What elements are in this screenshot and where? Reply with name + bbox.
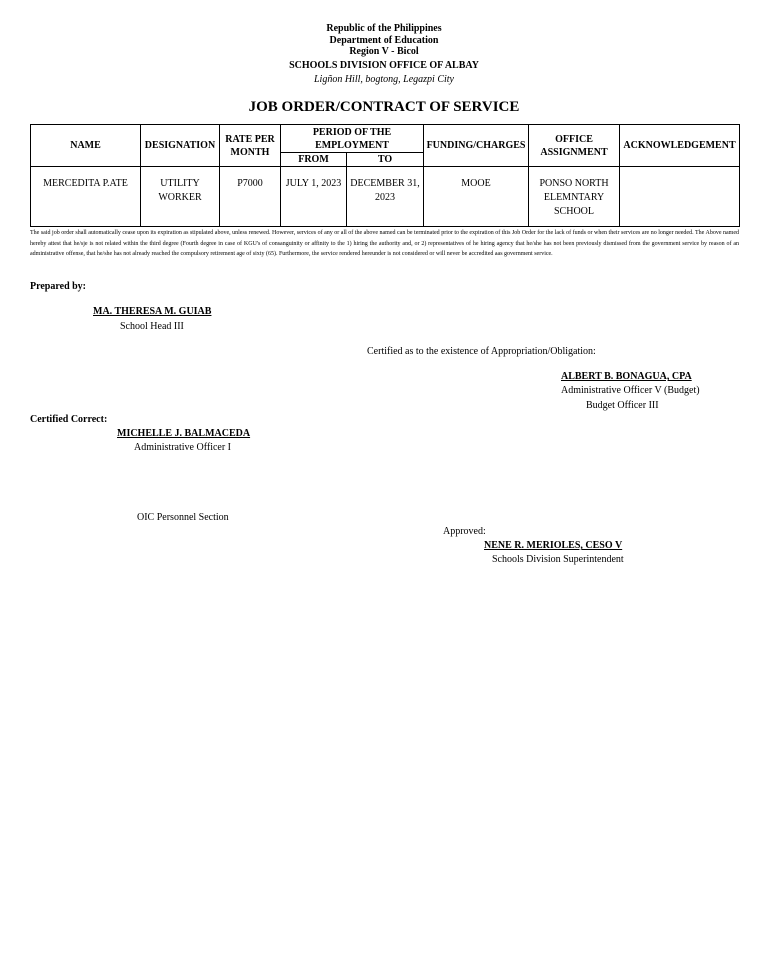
cell-name: MERCEDITA P.ATE [31,167,141,227]
document-title: JOB ORDER/CONTRACT OF SERVICE [248,99,520,115]
prepared-by-label: Prepared by: [30,281,87,292]
budget-officer-position-2: Budget Officer III [586,400,659,411]
col-header-designation: DESIGNATION [141,125,220,167]
approved-label: Approved: [443,526,486,537]
col-header-rate: RATE PER MONTH [220,125,281,167]
col-header-office: OFFICE ASSIGNMENT [529,125,620,167]
cell-designation: UTILITY WORKER [141,167,220,227]
certified-correct-position-1: Administrative Officer I [134,442,232,453]
header-republic: Republic of the Philippines [326,23,442,34]
col-header-period: PERIOD OF THE EMPLOYMENT [281,125,424,153]
header-address: Ligñon Hill, bogtong, Legazpi City [313,74,454,85]
col-header-to: TO [347,153,424,167]
budget-officer-position-1: Administrative Officer V (Budget) [561,385,700,396]
cell-office: PONSO NORTH ELEMNTARY SCHOOL [529,167,620,227]
certified-correct-label: Certified Correct: [30,414,108,425]
approver-name: NENE R. MERIOLES, CESO V [484,540,623,551]
certified-appropriation-label: Certified as to the existence of Appropriation/Obligation: [367,346,596,357]
cell-acknowledgement [620,167,740,227]
job-order-table [30,124,740,227]
col-header-name: NAME [31,125,141,167]
col-header-acknowledgement: ACKNOWLEDGEMENT [620,125,740,167]
budget-officer-name: ALBERT B. BONAGUA, CPA [561,371,692,382]
cell-to: DECEMBER 31, 2023 [347,167,424,227]
prepared-by-position: School Head III [120,321,184,332]
certified-correct-position-2: OIC Personnel Section [137,512,229,523]
header-department: Department of Education [329,35,439,46]
prepared-by-name: MA. THERESA M. GUIAB [93,306,212,317]
cell-funding: MOOE [424,167,529,227]
header-region: Region V - Bicol [349,46,419,57]
col-header-from: FROM [281,153,347,167]
approver-position: Schools Division Superintendent [492,554,624,565]
cell-rate: P7000 [220,167,281,227]
disclaimer-text: The said job order shall automatically cease upon its expiration as stipulated above, unless renewed. However, services of any or all of the above named can be terminated prior to the expiration of this Job Order for the lack of funds or when their services are no longer needed. The Above named hereby attest that he/sje is not related within the third degree (Fourth degree in case of KGU's of consanguinity or affinity to the 1) hiring the authority and, or 2) representatives of he hiring agency that he/she has not been previously dismissed from the government service by reason of an administrative offense, that he/she has not already reached the compulsory retirement age of sixty (65). Furthermore, the service rendered hereunder is not considered or will never be accredited aas government service. [30,230,739,257]
certified-correct-name: MICHELLE J. BALMACEDA [117,428,251,439]
col-header-funding: FUNDING/CHARGES [424,125,529,167]
table-row [31,167,740,227]
cell-from: JULY 1, 2023 [281,167,347,227]
header-division: SCHOOLS DIVISION OFFICE OF ALBAY [289,60,479,71]
